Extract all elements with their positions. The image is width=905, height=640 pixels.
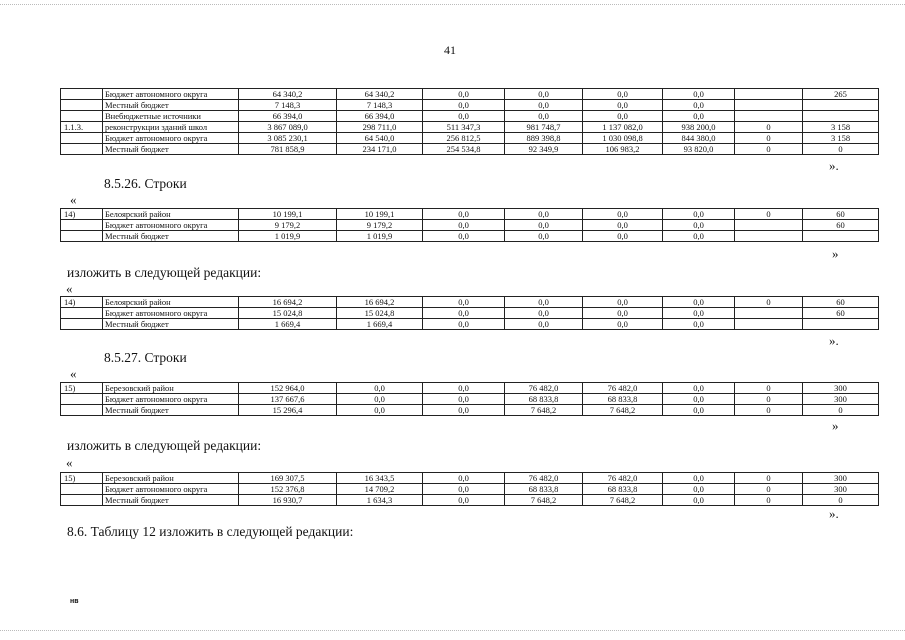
table-cell: 0 [735,297,803,308]
table-cell: 0,0 [583,111,663,122]
closing-quote: » [832,246,839,261]
table-cell: 0,0 [663,394,735,405]
table-cell [735,100,803,111]
row-number [61,495,103,506]
row-number [61,220,103,231]
table-cell: 14 709,2 [337,484,423,495]
table-cell: 7 648,2 [505,405,583,416]
table-cell: 0,0 [423,495,505,506]
table-cell: 7 648,2 [583,405,663,416]
closing-quote: » [832,418,839,433]
row-number: 15) [61,473,103,484]
table-cell: 137 667,6 [239,394,337,405]
table-cell: 7 148,3 [239,100,337,111]
table-cell: 0,0 [663,495,735,506]
row-name: Березовский район [103,383,239,394]
row-name: Бюджет автономного округа [103,89,239,100]
table-cell: 0 [735,209,803,220]
table-row [61,484,879,495]
table-cell: 0,0 [423,220,505,231]
footer-mark: нв [70,598,79,605]
row-number: 15) [61,383,103,394]
table-cell: 0,0 [423,231,505,242]
table-cell: 0,0 [583,220,663,231]
table-cell: 0 [735,484,803,495]
table-cell: 0,0 [583,319,663,330]
table-row [61,473,879,484]
table-cell: 0,0 [663,111,735,122]
table-cell [735,220,803,231]
table-cell: 76 482,0 [583,473,663,484]
table-row [61,319,879,330]
row-name: Бюджет автономного округа [103,394,239,405]
closing-quote: ». [829,506,839,521]
row-number [61,144,103,155]
opening-quote: « [70,366,77,381]
table-row [61,495,879,506]
row-number [61,231,103,242]
table-berezovsky-new [60,472,879,506]
row-name: Бюджет автономного округа [103,220,239,231]
table-cell: 9 179,2 [239,220,337,231]
table-cell: 3 158 [803,133,879,144]
table-cell: 0,0 [663,308,735,319]
table-row [61,122,879,133]
section-heading-8-6: 8.6. Таблицу 12 изложить в следующей редакции: [67,524,354,539]
table-cell: 15 024,8 [239,308,337,319]
table-cell: 16 930,7 [239,495,337,506]
table-cell: 7 648,2 [583,495,663,506]
row-number: 14) [61,209,103,220]
table-row [61,383,879,394]
row-name: Белоярский район [103,297,239,308]
table-row [61,297,879,308]
table-cell: 68 833,8 [505,394,583,405]
row-name: Березовский район [103,473,239,484]
table-cell: 60 [803,297,879,308]
closing-quote: ». [829,158,839,173]
row-name: Местный бюджет [103,405,239,416]
table-cell: 68 833,8 [583,484,663,495]
table-cell: 0 [735,394,803,405]
row-number [61,484,103,495]
table-cell: 0 [735,495,803,506]
table-cell: 10 199,1 [337,209,423,220]
table-cell: 256 812,5 [423,133,505,144]
table-cell: 93 820,0 [663,144,735,155]
table-cell: 0,0 [423,319,505,330]
table-row [61,133,879,144]
opening-quote: « [70,192,77,207]
row-name: Местный бюджет [103,144,239,155]
row-number [61,405,103,416]
table-row [61,111,879,122]
table-cell: 0 [803,405,879,416]
table-cell [803,319,879,330]
table-cell: 0 [735,122,803,133]
table-cell: 981 748,7 [505,122,583,133]
table-program-rows [60,88,879,155]
table-cell: 0,0 [663,405,735,416]
table-cell: 0,0 [505,319,583,330]
table-cell: 15 024,8 [337,308,423,319]
table-cell: 169 307,5 [239,473,337,484]
table-cell [803,231,879,242]
table-cell: 0 [735,383,803,394]
table-cell: 0,0 [423,383,505,394]
row-name: реконструкции зданий школ [103,122,239,133]
table-cell: 152 376,8 [239,484,337,495]
table-cell: 1 634,3 [337,495,423,506]
table-cell: 92 349,9 [505,144,583,155]
page-number: 41 [444,43,456,57]
table-cell: 0,0 [423,308,505,319]
table-cell: 9 179,2 [337,220,423,231]
table-row [61,89,879,100]
table-cell: 76 482,0 [505,473,583,484]
table-cell: 1 019,9 [239,231,337,242]
table-cell [803,100,879,111]
table-cell: 0,0 [583,89,663,100]
table-cell: 0,0 [423,297,505,308]
row-number [61,100,103,111]
table-row [61,405,879,416]
table-row [61,394,879,405]
table-cell: 66 394,0 [337,111,423,122]
table-row [61,308,879,319]
table-cell: 60 [803,220,879,231]
table-cell [735,231,803,242]
table-cell: 0,0 [663,484,735,495]
table-cell: 0,0 [423,484,505,495]
table-cell: 0,0 [663,209,735,220]
table-beloyarsky-new [60,296,879,330]
table-row [61,220,879,231]
table-cell: 3 158 [803,122,879,133]
table-cell: 265 [803,89,879,100]
scan-edge-top [0,4,905,5]
table-cell [803,111,879,122]
table-cell: 889 398,8 [505,133,583,144]
table-cell: 0,0 [423,473,505,484]
table-cell: 0,0 [583,231,663,242]
table-cell: 7 648,2 [505,495,583,506]
table-beloyarsky-old [60,208,879,242]
table-cell: 0,0 [423,394,505,405]
table-cell: 781 858,9 [239,144,337,155]
row-name: Бюджет автономного округа [103,484,239,495]
row-number [61,394,103,405]
instruction-text: изложить в следующей редакции: [67,265,262,280]
table-cell: 0,0 [337,405,423,416]
row-number: 1.1.3. [61,122,103,133]
table-cell: 300 [803,383,879,394]
table-cell: 0,0 [337,394,423,405]
table-row [61,100,879,111]
table-cell: 0,0 [505,297,583,308]
table-cell [735,319,803,330]
opening-quote: « [66,281,73,296]
table-cell: 0,0 [505,100,583,111]
row-number [61,89,103,100]
table-cell: 0,0 [663,319,735,330]
table-row [61,209,879,220]
row-name: Бюджет автономного округа [103,308,239,319]
table-cell: 0,0 [663,473,735,484]
table-cell: 7 148,3 [337,100,423,111]
table-cell: 0 [735,133,803,144]
table-cell: 76 482,0 [583,383,663,394]
row-name: Местный бюджет [103,495,239,506]
table-cell: 511 347,3 [423,122,505,133]
table-cell: 66 394,0 [239,111,337,122]
table-cell: 0,0 [505,111,583,122]
table-cell: 0,0 [423,100,505,111]
table-cell: 0 [735,405,803,416]
table-cell: 68 833,8 [505,484,583,495]
table-row [61,231,879,242]
table-cell [735,308,803,319]
table-cell: 3 085 230,1 [239,133,337,144]
table-cell: 0,0 [423,89,505,100]
table-cell: 106 983,2 [583,144,663,155]
table-cell: 1 669,4 [239,319,337,330]
table-cell: 0,0 [663,220,735,231]
section-heading-8-5-26: 8.5.26. Строки [104,176,187,191]
table-cell: 16 343,5 [337,473,423,484]
row-name: Местный бюджет [103,231,239,242]
table-cell: 64 340,2 [239,89,337,100]
table-cell: 15 296,4 [239,405,337,416]
table-cell: 0,0 [505,89,583,100]
table-cell: 0,0 [663,100,735,111]
table-cell: 0,0 [423,209,505,220]
table-cell: 234 171,0 [337,144,423,155]
table-cell: 76 482,0 [505,383,583,394]
table-cell: 0 [803,144,879,155]
table-cell: 0,0 [337,383,423,394]
table-cell: 300 [803,484,879,495]
table-cell: 16 694,2 [239,297,337,308]
table-cell: 0,0 [663,383,735,394]
row-number [61,308,103,319]
closing-quote: ». [829,333,839,348]
table-cell: 0 [735,144,803,155]
table-cell: 300 [803,473,879,484]
table-cell: 16 694,2 [337,297,423,308]
row-name: Бюджет автономного округа [103,133,239,144]
scan-edge-bottom [0,630,905,631]
table-cell [735,111,803,122]
table-row [61,144,879,155]
table-cell: 0,0 [505,209,583,220]
instruction-text: изложить в следующей редакции: [67,438,262,453]
table-cell: 68 833,8 [583,394,663,405]
section-heading-8-5-27: 8.5.27. Строки [104,350,187,365]
table-cell: 938 200,0 [663,122,735,133]
row-number [61,319,103,330]
table-cell: 0,0 [583,297,663,308]
table-cell: 0,0 [583,209,663,220]
table-cell: 300 [803,394,879,405]
table-cell: 10 199,1 [239,209,337,220]
row-name: Местный бюджет [103,319,239,330]
table-cell: 152 964,0 [239,383,337,394]
row-number: 14) [61,297,103,308]
table-cell: 3 867 089,0 [239,122,337,133]
row-name: Местный бюджет [103,100,239,111]
table-cell: 0,0 [583,100,663,111]
table-cell: 0,0 [505,308,583,319]
table-cell: 1 030 098,8 [583,133,663,144]
table-cell: 64 340,2 [337,89,423,100]
table-berezovsky-old [60,382,879,416]
table-cell: 60 [803,209,879,220]
table-cell: 0,0 [505,231,583,242]
table-cell: 64 540,0 [337,133,423,144]
table-cell: 1 137 082,0 [583,122,663,133]
table-cell: 0,0 [505,220,583,231]
opening-quote: « [66,455,73,470]
table-cell: 0,0 [663,89,735,100]
table-cell: 60 [803,308,879,319]
table-cell: 1 669,4 [337,319,423,330]
table-cell: 0,0 [423,405,505,416]
row-name: Белоярский район [103,209,239,220]
row-number [61,111,103,122]
table-cell: 0,0 [583,308,663,319]
table-cell: 844 380,0 [663,133,735,144]
table-cell: 0 [735,473,803,484]
table-cell: 0 [803,495,879,506]
row-name: Внебюджетные источники [103,111,239,122]
table-cell [735,89,803,100]
table-cell: 254 534,8 [423,144,505,155]
table-cell: 298 711,0 [337,122,423,133]
row-number [61,133,103,144]
table-cell: 0,0 [423,111,505,122]
table-cell: 0,0 [663,297,735,308]
table-cell: 1 019,9 [337,231,423,242]
table-cell: 0,0 [663,231,735,242]
